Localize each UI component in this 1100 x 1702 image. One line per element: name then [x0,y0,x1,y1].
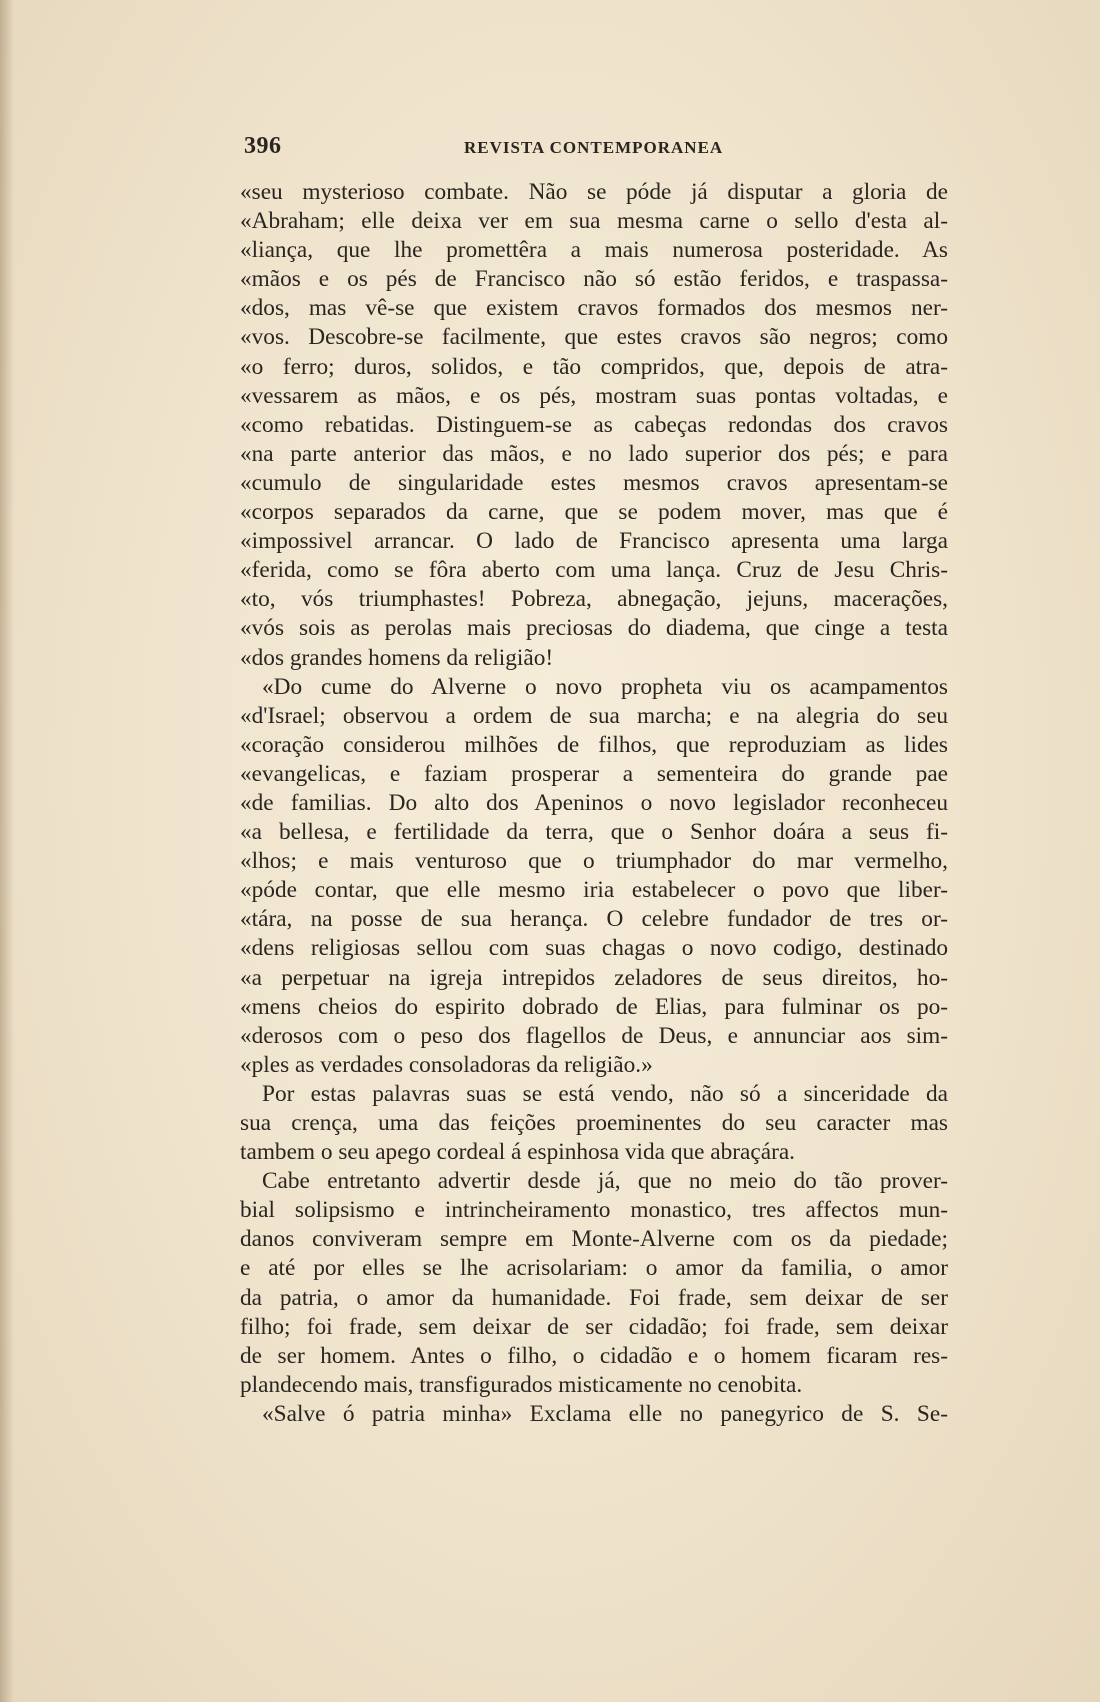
text-line: bial solipsismo e intrincheiramento monastico, tres affectos mun- [240,1197,948,1224]
text-line: «mãos e os pés de Francisco não só estão feridos, e traspassa- [240,266,948,293]
text-line: «tára, na posse de sua herança. O celebre fundador de tres or- [240,906,948,933]
text-line: «coração considerou milhões de filhos, que reproduziam as lides [240,731,948,758]
text-line: «Abraham; elle deixa ver em sua mesma carne o sello d'esta al- [240,208,948,235]
text-line: «a perpetuar na igreja intrepidos zeladores de seus direitos, ho- [240,964,948,991]
text-line: «Do cume do Alverne o novo propheta viu os acampamentos [262,673,948,700]
text-line: «impossivel arrancar. O lado de Francisco apresenta uma larga [240,528,948,555]
text-line: «dos, mas vê-se que existem cravos formados dos mesmos ner- [240,295,948,322]
text-line: de ser homem. Antes o filho, o cidadão e o homem ficaram res- [240,1342,948,1369]
page-edge-shadow [0,0,14,1702]
text-line: tambem o seu apego cordeal á espinhosa vida que abraçára. [240,1139,795,1166]
running-head [244,133,884,163]
text-line: filho; foi frade, sem deixar de ser cidadão; foi frade, sem deixar [240,1313,948,1340]
text-line: Por estas palavras suas se está vendo, não só a sinceridade da [262,1080,948,1107]
text-line: «ferida, como se fôra aberto com uma lança. Cruz de Jesu Chris- [240,557,948,584]
text-line: «Salve ó patria minha» Exclama elle no panegyrico de S. Se- [262,1400,948,1427]
text-line: «ples as verdades consoladoras da religião.» [240,1051,653,1078]
text-line: «póde contar, que elle mesmo iria estabelecer o povo que liber- [240,877,948,904]
text-line: «liança, que lhe promettêra a mais numerosa posteridade. As [240,237,948,264]
text-line: e até por elles se lhe acrisolariam: o amor da familia, o amor [240,1255,948,1282]
text-line: «d'Israel; observou a ordem de sua marcha; e na alegria do seu [240,702,948,729]
text-line: «de familias. Do alto dos Apeninos o novo legislador reconheceu [240,789,948,816]
text-line: «derosos com o peso dos flagellos de Deus, e annunciar aos sim- [240,1022,948,1049]
text-line: danos conviveram sempre em Monte-Alverne com os da piedade; [240,1226,948,1253]
text-line: «lhos; e mais venturoso que o triumphador do mar vermelho, [240,848,948,875]
text-line: «vos. Descobre-se facilmente, que estes cravos são negros; como [240,324,948,351]
journal-title: REVISTA CONTEMPORANEA [464,138,724,157]
text-line: «cumulo de singularidade estes mesmos cravos apresentam-se [240,469,948,496]
text-line: «dens religiosas sellou com suas chagas o novo codigo, destinado [240,935,948,962]
body-text [240,178,948,1429]
text-line: «dos grandes homens da religião! [240,644,554,671]
page-number: 396 [244,133,282,159]
text-line: Cabe entretanto advertir desde já, que no meio do tão prover- [262,1168,948,1195]
text-line: «seu mysterioso combate. Não se póde já disputar a gloria de [240,179,948,205]
text-line: «vessarem as mãos, e os pés, mostram suas pontas voltadas, e [240,382,948,409]
text-line: plandecendo mais, transfigurados misticamente no cenobita. [240,1371,803,1398]
text-line: «como rebatidas. Distinguem-se as cabeças redondas dos cravos [240,411,948,438]
text-line: «corpos separados da carne, que se podem mover, mas que é [240,499,948,526]
text-line: «o ferro; duros, solidos, e tão compridos, que, depois de atra- [240,353,948,380]
text-line: «to, vós triumphastes! Pobreza, abnegação, jejuns, macerações, [240,586,948,613]
text-line: «na parte anterior das mãos, e no lado superior dos pés; e para [240,440,948,467]
text-line: «vós sois as perolas mais preciosas do diadema, que cinge a testa [240,615,948,642]
text-line: «a bellesa, e fertilidade da terra, que o Senhor doára a seus fi- [240,819,948,846]
text-line: da patria, o amor da humanidade. Foi frade, sem deixar de ser [240,1284,948,1311]
text-line: «mens cheios do espirito dobrado de Elias, para fulminar os po- [240,993,948,1020]
text-line: sua crença, uma das feições proeminentes do seu caracter mas [240,1110,948,1136]
text-line: «evangelicas, e faziam prosperar a sementeira do grande pae [240,760,948,787]
